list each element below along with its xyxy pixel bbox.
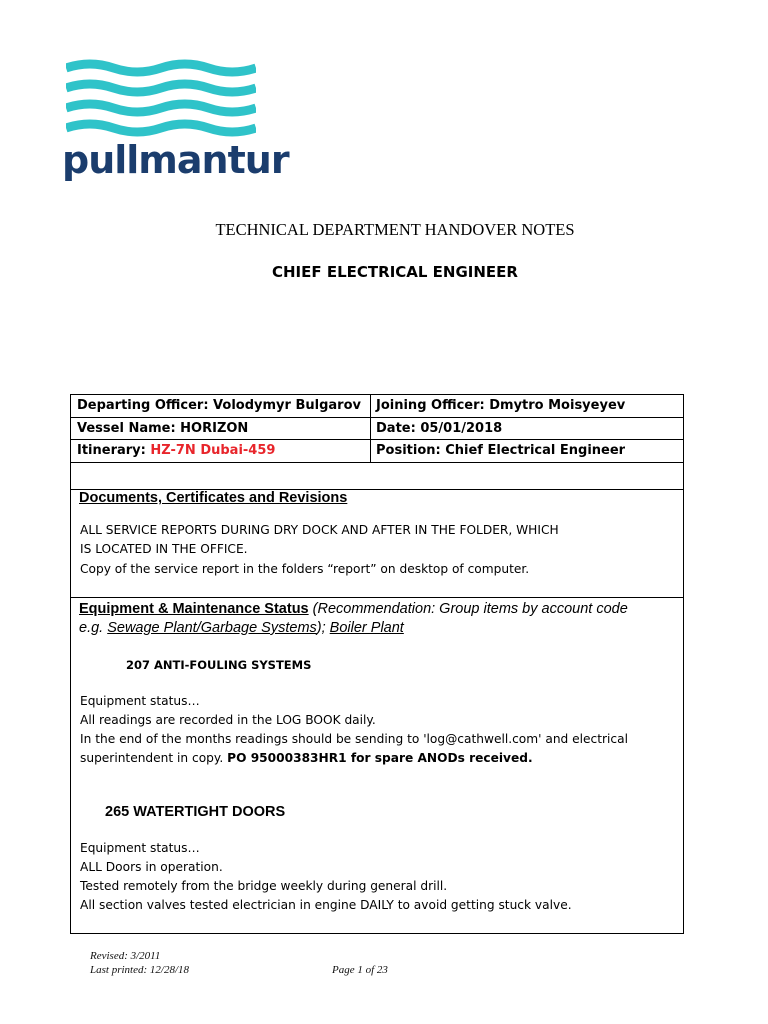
equipment-heading [79, 600, 628, 638]
system-265-line: Equipment status… [80, 841, 200, 855]
document-subtitle: CHIEF ELECTRICAL ENGINEER [272, 263, 518, 281]
documents-line: IS LOCATED IN THE OFFICE. [80, 542, 248, 556]
documents-line: Copy of the service report in the folders “report” on desktop of computer. [80, 562, 530, 576]
pullmantur-logo [58, 50, 289, 190]
system-207-po: PO 95000383HR1 for spare ANODs received. [227, 751, 533, 765]
system-265-title: 265 WATERTIGHT DOORS [105, 804, 286, 820]
departing-officer: Departing Officer: Volodymyr Bulgarov [71, 395, 371, 417]
table-row [71, 440, 683, 463]
wave-icon [66, 58, 256, 138]
logo-text: pullmantur [62, 138, 289, 182]
system-207-line: Equipment status… [80, 694, 200, 708]
documents-heading: Documents, Certificates and Revisions [79, 490, 348, 506]
table-row [71, 418, 683, 440]
document-title: TECHNICAL DEPARTMENT HANDOVER NOTES [215, 220, 575, 239]
vessel-name: Vessel Name: HORIZON [71, 418, 371, 439]
system-207-line [80, 749, 533, 769]
table-row [71, 395, 683, 418]
system-265-line: ALL Doors in operation. [80, 860, 223, 874]
system-207-superintendent: superintendent in copy. [80, 751, 224, 765]
handover-date: Date: 05/01/2018 [376, 421, 503, 436]
documents-section [71, 490, 683, 598]
documents-line: ALL SERVICE REPORTS DURING DRY DOCK AND AFTER IN THE FOLDER, WHICH [80, 523, 559, 537]
system-207-title: 207 ANTI-FOULING SYSTEMS [126, 658, 312, 672]
handover-table [70, 394, 684, 934]
footer-revised: Revised: 3/2011 [90, 950, 161, 962]
system-207-line: All readings are recorded in the LOG BOOK daily. [80, 713, 376, 727]
itinerary-value: HZ-7N Dubai-459 [150, 443, 276, 458]
itinerary-label: Itinerary: [77, 443, 146, 458]
footer-last-printed: Last printed: 12/28/18 [90, 964, 190, 976]
itinerary [71, 440, 371, 462]
equipment-example-1: Sewage Plant/Garbage Systems [107, 620, 317, 636]
equipment-eg: e.g. [79, 620, 104, 636]
system-265-line: All section valves tested electrician in engine DAILY to avoid getting stuck valve. [80, 898, 572, 912]
position: Position: Chief Electrical Engineer [376, 443, 626, 458]
equipment-example-2: Boiler Plant [329, 620, 404, 636]
system-265-line: Tested remotely from the bridge weekly during general drill. [80, 879, 448, 893]
system-207-line: In the end of the months readings should be sending to 'log@cathwell.com' and electrical [80, 732, 628, 746]
footer-page-number: Page 1 of 23 [332, 964, 388, 976]
equipment-paren: ); [316, 620, 326, 636]
equipment-title: Equipment & Maintenance Status [79, 601, 309, 617]
joining-officer: Joining Officer: Dmytro Moisyeyev [376, 398, 626, 413]
equipment-recommendation: (Recommendation: Group items by account code [312, 601, 628, 617]
table-row-empty [71, 463, 683, 490]
